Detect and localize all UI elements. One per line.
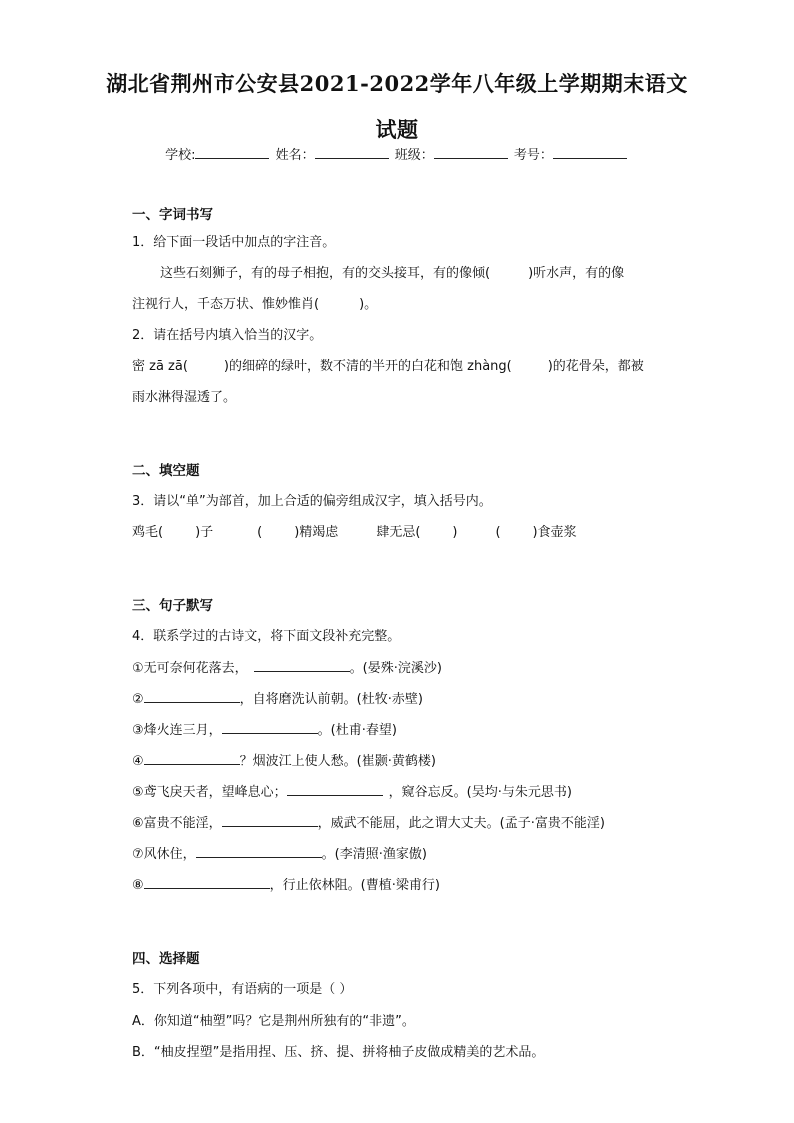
q4-item-5: ⑤鸢飞戾天者，望峰息心； ，窥谷忘反。(吴均·与朱元思书) — [132, 785, 572, 800]
q1-prompt: 1．给下面一段话中加点的字注音。 — [132, 235, 336, 250]
q4-item-8: ⑧ ，行止依林阻。(曹植·梁甫行) — [132, 878, 440, 893]
name-label: 姓名： — [275, 148, 315, 163]
name-blank[interactable] — [315, 146, 389, 159]
section-heading-2: 二、填空题 — [132, 463, 200, 479]
school-label: 学校: — [165, 148, 196, 163]
q4-blank-1[interactable] — [254, 659, 350, 672]
q1-text-line1: 这些石刻狮子，有的母子相抱，有的交头接耳，有的像倾( )听水声，有的像 — [160, 266, 625, 281]
q4-blank-2[interactable] — [144, 690, 240, 703]
student-info-row — [0, 144, 794, 163]
class-blank[interactable] — [434, 146, 508, 159]
section-heading-3: 三、句子默写 — [132, 598, 213, 614]
q4-item-2: ② ，自将磨洗认前朝。(杜牧·赤壁) — [132, 692, 423, 707]
q4-item-1: ①无可奈何花落去， 。(晏殊·浣溪沙) — [132, 661, 442, 676]
q2-text-line2: 雨水淋得湿透了。 — [132, 390, 237, 405]
q4-blank-7[interactable] — [196, 845, 322, 858]
q4-blank-5[interactable] — [287, 783, 383, 796]
exam-no-label: 考号： — [513, 148, 553, 163]
exam-title-line2: 试题 — [375, 117, 419, 142]
q2-prompt: 2．请在括号内填入恰当的汉字。 — [132, 328, 323, 343]
q3-prompt: 3．请以“单”为部首，加上合适的偏旁组成汉字，填入括号内。 — [132, 494, 492, 509]
q4-blank-3[interactable] — [222, 721, 318, 734]
q4-item-4: ④ ？烟波江上使人愁。(崔颢·黄鹤楼) — [132, 754, 436, 769]
q3-items: 鸡毛( )子 ( )精竭虑 肆无忌( ) ( )食壶浆 — [132, 525, 577, 540]
q4-item-6: ⑥富贵不能淫， ，威武不能屈，此之谓大丈夫。(孟子·富贵不能淫) — [132, 816, 605, 831]
exam-title-line1: 湖北省荆州市公安县2021-2022学年八年级上学期期末语文 — [106, 71, 688, 96]
q4-blank-4[interactable] — [144, 752, 240, 765]
section-heading-1: 一、字词书写 — [132, 207, 213, 223]
q1-text-line2: 注视行人，千态万状、惟妙惟肖( )。 — [132, 297, 378, 312]
q5-option-a[interactable]: A．你知道“柚塑”吗？它是荆州所独有的“非遗”。 — [132, 1014, 415, 1029]
section-heading-4: 四、选择题 — [132, 951, 200, 967]
q4-item-7: ⑦风休住， 。(李清照·渔家傲) — [132, 847, 427, 862]
q4-item-3: ③烽火连三月， 。(杜甫·春望) — [132, 723, 397, 738]
q4-blank-6[interactable] — [222, 814, 318, 827]
q4-prompt: 4．联系学过的古诗文，将下面文段补充完整。 — [132, 629, 401, 644]
q5-prompt: 5．下列各项中，有语病的一项是（ ） — [132, 982, 353, 997]
school-blank[interactable] — [195, 146, 269, 159]
q2-text-line1: 密 zā zā( )的细碎的绿叶，数不清的半开的白花和饱 zhàng( )的花骨朵，都被 — [132, 359, 644, 374]
q5-option-b[interactable]: B．“柚皮捏塑”是指用捏、压、挤、提、拼将柚子皮做成精美的艺术品。 — [132, 1045, 545, 1060]
class-label: 班级： — [394, 148, 434, 163]
q4-blank-8[interactable] — [144, 876, 270, 889]
exam-no-blank[interactable] — [553, 146, 627, 159]
